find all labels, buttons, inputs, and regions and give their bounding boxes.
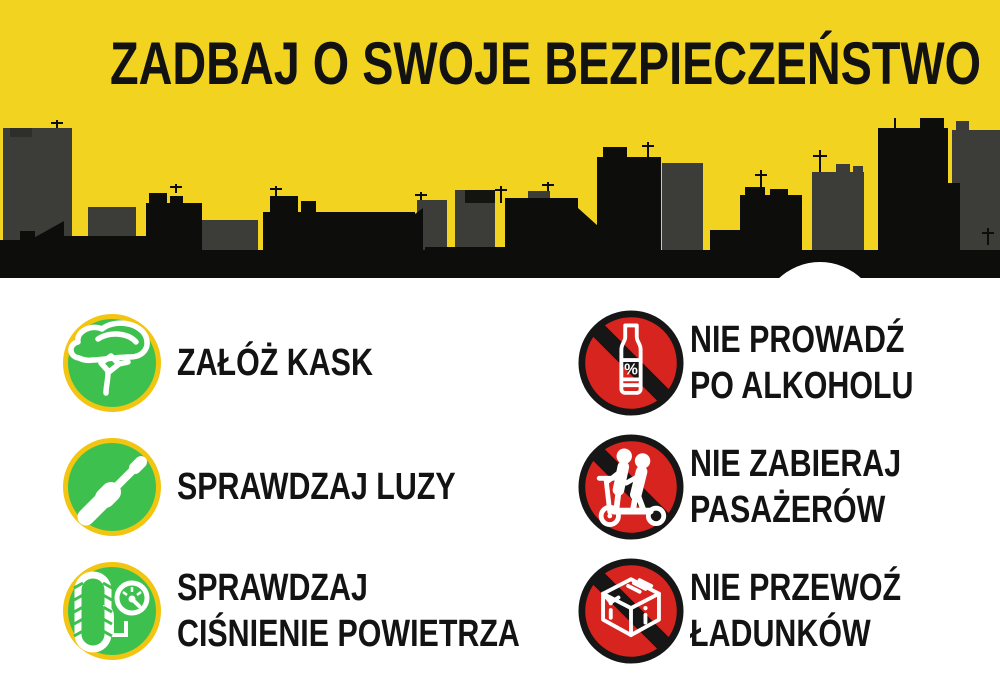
no-alcohol-icon [578, 310, 684, 416]
rule-label: NIE ZABIERAJ PASAŻERÓW [690, 443, 902, 531]
rule-label: NIE PROWADŹ PO ALKOHOLU [690, 319, 914, 407]
rule-label: SPRAWDZAJ LUZY [177, 466, 456, 508]
rule-check-tire-pressure [62, 561, 606, 661]
city-skyline-silhouette [0, 118, 1000, 278]
rule-no-passengers [578, 434, 954, 540]
rule-no-cargo [578, 558, 954, 664]
rule-wear-helmet [62, 313, 422, 413]
no-cargo-icon [578, 558, 684, 664]
screwdriver-icon [62, 437, 162, 537]
no-passengers-icon [578, 434, 684, 540]
rule-label: SPRAWDZAJ CIŚNIENIE POWIETRZA [177, 567, 520, 655]
tire-pressure-icon [62, 561, 162, 661]
rule-label: NIE PRZEWOŹ ŁADUNKÓW [690, 567, 902, 655]
rule-check-play [62, 437, 525, 537]
helmet-icon [62, 313, 162, 413]
rule-label: ZAŁÓŻ KASK [177, 342, 373, 384]
percent-glyph: % [624, 361, 638, 379]
poster-title: ZADBAJ O SWOJE BEZPIECZEŃSTWO [110, 30, 982, 97]
rule-no-alcohol [578, 310, 969, 416]
header-banner [0, 0, 1000, 278]
